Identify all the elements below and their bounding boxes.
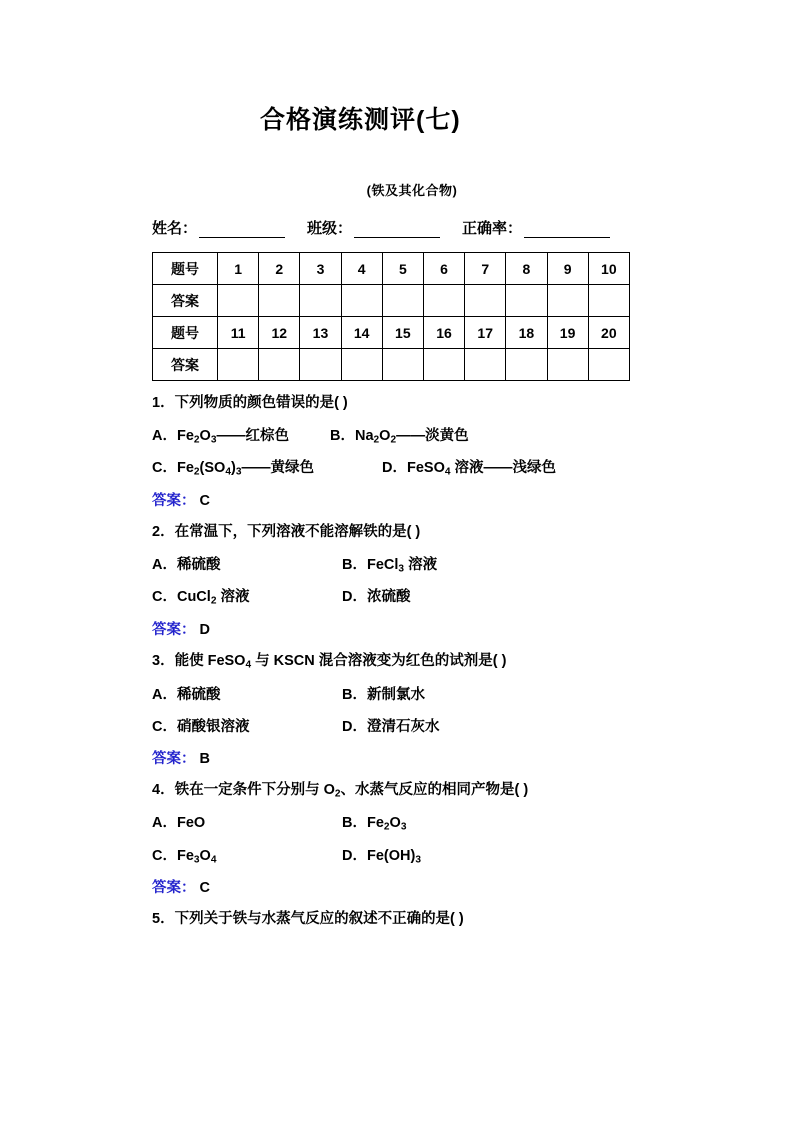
grid-number-cell: 5: [382, 253, 423, 285]
answer-cell[interactable]: [547, 349, 588, 381]
option-d[interactable]: D．FeSO$_4$ 溶液——浅绿色: [382, 460, 557, 478]
option-a[interactable]: A．$Fe_2O_3——$红棕色: [152, 427, 289, 446]
grid-number-cell: 19: [547, 317, 588, 349]
grid-number-cell: 1: [218, 253, 259, 285]
option-c[interactable]: C．$Fe_2(SO_4)_3——$黄绿色: [152, 460, 314, 478]
answer-value: C: [199, 880, 211, 897]
grid-number-cell: 13: [300, 317, 341, 349]
grid-number-cell: 15: [382, 317, 423, 349]
option-d[interactable]: D．澄清石灰水: [342, 718, 440, 735]
question-5: [152, 910, 672, 929]
option-b[interactable]: B．FeCl$_3$ 溶液: [342, 556, 438, 575]
row-header-answer-2: 答案: [153, 349, 218, 381]
answer-cell[interactable]: [300, 349, 341, 381]
grid-number-cell: 17: [465, 317, 506, 349]
answer-cell[interactable]: [423, 349, 464, 381]
class-label: 班级：: [307, 220, 353, 237]
question-stem: 4．铁在一定条件下分别与 $O_2$、水蒸气反应的相同产物是( ): [152, 781, 529, 800]
option-b[interactable]: B．新制氯水: [342, 686, 425, 703]
option-a[interactable]: A．稀硫酸: [152, 686, 221, 703]
grid-number-cell: 7: [465, 253, 506, 285]
page-subtitle: (铁及其化合物): [366, 183, 458, 198]
name-field[interactable]: [199, 222, 285, 238]
grid-number-cell: 3: [300, 253, 341, 285]
answer-line: [152, 618, 672, 639]
grid-number-cell: 11: [218, 317, 259, 349]
answer-cell[interactable]: [218, 349, 259, 381]
table-row: [153, 349, 630, 381]
row-header-answer-1: 答案: [153, 285, 218, 317]
question-stem: 2．在常温下，下列溶液不能溶解铁的是( ): [152, 523, 421, 540]
answer-cell[interactable]: [465, 285, 506, 317]
student-info-line: [152, 217, 672, 238]
answer-cell[interactable]: [506, 349, 547, 381]
option-c[interactable]: C．CuCl$_2$ 溶液: [152, 589, 250, 607]
option-a[interactable]: A．FeO: [152, 815, 206, 832]
answer-cell[interactable]: [259, 285, 300, 317]
grid-number-cell: 14: [341, 317, 382, 349]
grid-number-cell: 18: [506, 317, 547, 349]
question-options-line-1: [152, 553, 672, 575]
answer-cell[interactable]: [382, 349, 423, 381]
option-c[interactable]: C．$Fe_3O_4$: [152, 847, 217, 866]
table-row: [153, 253, 630, 285]
answer-cell[interactable]: [588, 349, 629, 381]
accuracy-field[interactable]: [524, 222, 610, 238]
answer-cell[interactable]: [300, 285, 341, 317]
answer-label: 答案：: [152, 750, 196, 767]
grid-number-cell: 9: [547, 253, 588, 285]
option-b[interactable]: B．$Na_2O_2——$淡黄色: [330, 427, 469, 446]
option-b[interactable]: B．$Fe_2O_3$: [342, 815, 407, 833]
question-4: [152, 781, 672, 898]
question-options-line-2: [152, 715, 672, 736]
option-c[interactable]: C．硝酸银溶液: [152, 718, 250, 735]
answer-cell[interactable]: [341, 285, 382, 317]
grid-number-cell: 8: [506, 253, 547, 285]
answer-label: 答案：: [152, 880, 196, 897]
row-header-question-number-1: 题号: [153, 253, 218, 285]
grid-number-cell: 6: [423, 253, 464, 285]
question-stem: 3．能使 FeSO$_4$ 与 KSCN 混合溶液变为红色的试剂是( ): [152, 652, 507, 671]
answer-value: D: [199, 621, 211, 638]
answer-line: [152, 747, 672, 768]
answer-cell[interactable]: [588, 285, 629, 317]
grid-number-cell: 2: [259, 253, 300, 285]
option-d[interactable]: D．$Fe(OH)_3$: [342, 847, 421, 866]
question-options-line-1: [152, 811, 672, 833]
answer-grid: [152, 252, 630, 381]
answer-cell[interactable]: [423, 285, 464, 317]
question-options-line-2: [152, 585, 672, 607]
answer-cell[interactable]: [547, 285, 588, 317]
question-2: [152, 523, 672, 639]
grid-number-cell: 12: [259, 317, 300, 349]
answer-cell[interactable]: [259, 349, 300, 381]
answer-line: [152, 876, 672, 897]
question-options-line-2: [152, 844, 672, 866]
answer-cell[interactable]: [382, 285, 423, 317]
page-title: 合格演练测评(七): [260, 106, 461, 134]
name-label: 姓名：: [152, 220, 198, 237]
grid-number-cell: 10: [588, 253, 629, 285]
answer-cell[interactable]: [465, 349, 506, 381]
table-row: [153, 285, 630, 317]
answer-cell[interactable]: [341, 349, 382, 381]
question-options-line-1: [152, 683, 672, 704]
grid-number-cell: 16: [423, 317, 464, 349]
answer-line: [152, 489, 672, 510]
accuracy-label: 正确率：: [462, 220, 523, 237]
question-stem: 5．下列关于铁与水蒸气反应的叙述不正确的是( ): [152, 911, 464, 928]
question-stem: 1．下列物质的颜色错误的是( ): [152, 395, 348, 411]
table-row: [153, 317, 630, 349]
row-header-question-number-2: 题号: [153, 317, 218, 349]
option-d[interactable]: D．浓硫酸: [342, 589, 411, 606]
question-options-line-2: [152, 456, 672, 478]
question-1: [152, 394, 672, 510]
document-content: [152, 100, 672, 929]
grid-number-cell: 4: [341, 253, 382, 285]
answer-cell[interactable]: [506, 285, 547, 317]
answer-value: B: [199, 750, 211, 767]
answer-value: C: [199, 492, 211, 509]
answer-cell[interactable]: [218, 285, 259, 317]
class-field[interactable]: [354, 222, 440, 238]
grid-number-cell: 20: [588, 317, 629, 349]
answer-label: 答案：: [152, 621, 196, 638]
option-a[interactable]: A．稀硫酸: [152, 556, 221, 573]
answer-label: 答案：: [152, 492, 196, 509]
question-options-line-1: [152, 424, 672, 446]
question-3: [152, 652, 672, 768]
